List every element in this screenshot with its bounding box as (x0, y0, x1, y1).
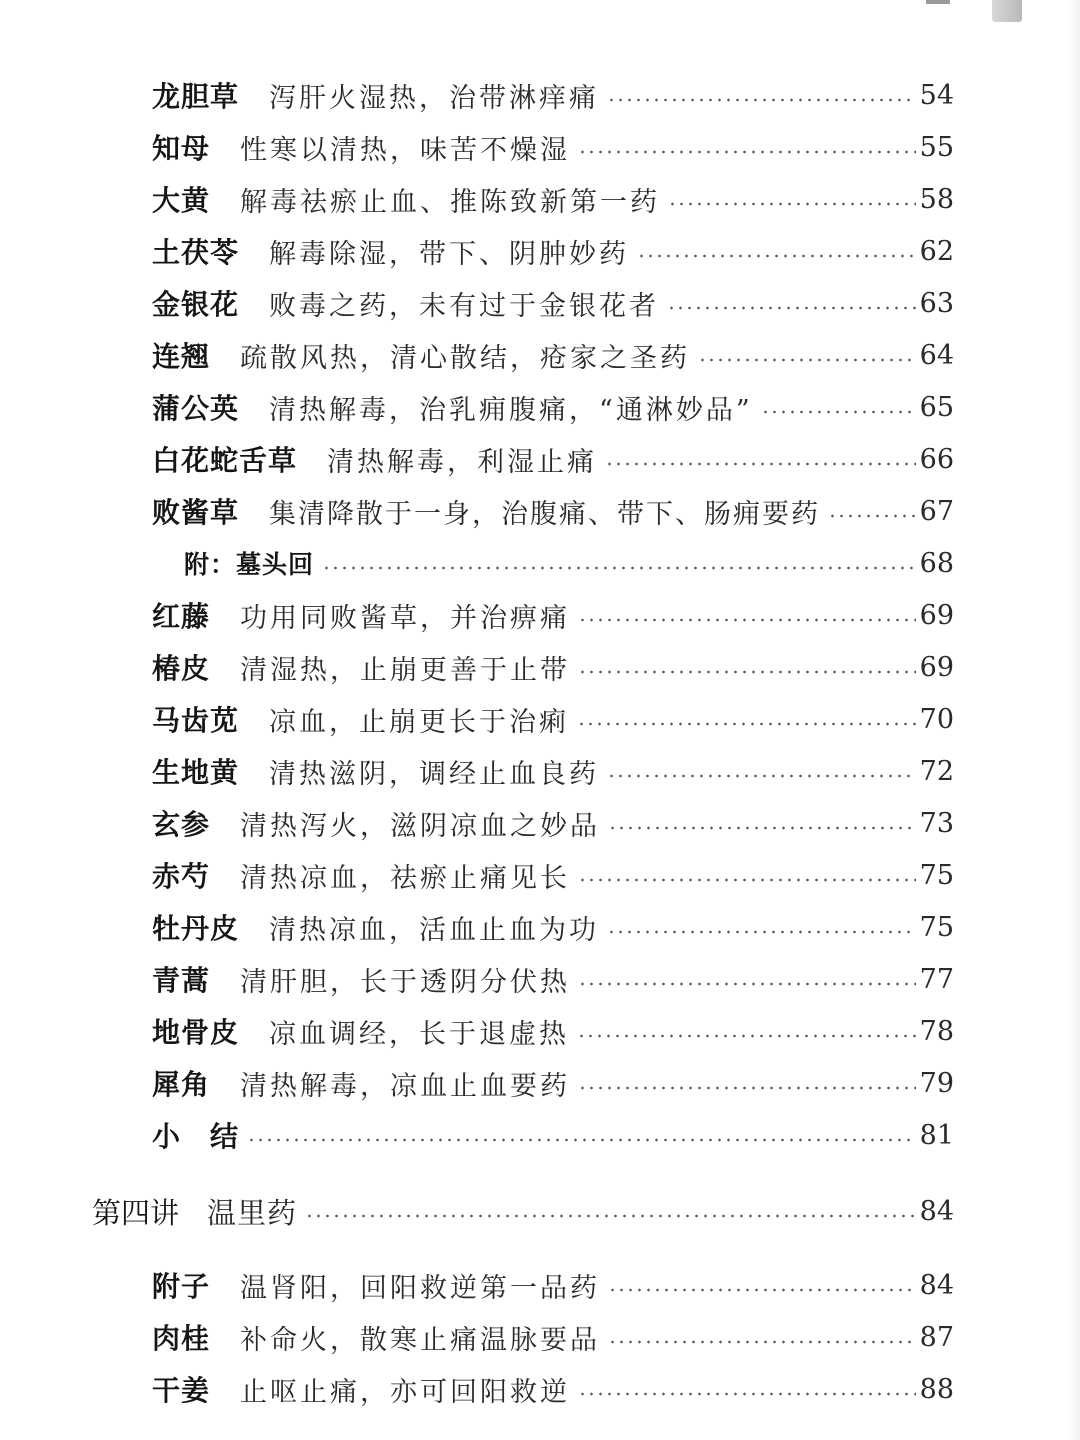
herb-description: 清热解毒，利湿止痛 (327, 446, 598, 478)
herb-name: 玄参 (152, 808, 211, 841)
herb-description: 补命火，散寒止痛温脉要品 (240, 1324, 601, 1356)
page-number: 75 (919, 911, 954, 943)
toc-entry[interactable] (0, 1312, 1080, 1362)
toc-entry[interactable] (0, 590, 1080, 640)
herb-description: 功用同败酱草，并治痹痛 (240, 602, 571, 634)
page-number: 69 (919, 651, 954, 683)
header-rule-fragment (926, 0, 950, 4)
herb-name: 大黄 (152, 184, 211, 217)
toc-entry[interactable] (0, 850, 1080, 900)
toc-entry[interactable] (0, 278, 1080, 328)
page-number: 73 (919, 807, 954, 839)
herb-name: 连翘 (152, 340, 211, 373)
dot-leader (578, 618, 916, 622)
dot-leader (578, 878, 916, 882)
page-number: 84 (919, 1269, 954, 1301)
page-number: 54 (919, 79, 954, 111)
herb-description: 凉血，止崩更长于治痢 (269, 706, 570, 738)
herb-description: 凉血调经，长于退虚热 (269, 1018, 570, 1050)
toc-entry[interactable] (0, 1260, 1080, 1310)
herb-description: 清热凉血，活血止血为功 (269, 914, 600, 946)
dot-leader (322, 566, 916, 570)
herb-description: 止呕止痛，亦可回阳救逆 (240, 1376, 571, 1408)
dot-leader (578, 670, 916, 674)
herb-name: 干姜 (152, 1374, 211, 1407)
page-number: 62 (919, 235, 954, 267)
toc-entry[interactable] (0, 382, 1080, 432)
dot-leader (761, 410, 916, 414)
herb-name: 金银花 (152, 288, 240, 321)
herb-description: 清热泻火，滋阴凉血之妙品 (240, 810, 601, 842)
herb-name: 红藤 (152, 600, 211, 633)
dot-leader (608, 1288, 916, 1292)
herb-description: 集清降散于一身，治腹痛、带下、肠痈要药 (269, 498, 821, 530)
dot-leader (698, 358, 916, 362)
dot-leader (668, 202, 916, 206)
herb-name: 白花蛇舌草 (152, 444, 298, 477)
dot-leader (577, 1034, 916, 1038)
page-number: 67 (919, 495, 954, 527)
toc-entry[interactable] (0, 1058, 1080, 1108)
page-number: 88 (919, 1373, 954, 1405)
dot-leader (608, 1340, 916, 1344)
page-number: 84 (919, 1195, 954, 1227)
herb-name: 附：墓头回 (184, 550, 315, 579)
herb-description: 疏散风热，清心散结，疮家之圣药 (240, 342, 691, 374)
herb-name: 知母 (152, 132, 211, 165)
herb-description: 清热滋阴，调经止血良药 (269, 758, 600, 790)
dot-leader (608, 826, 916, 830)
herb-description: 败毒之药，未有过于金银花者 (269, 290, 660, 322)
dot-leader (578, 1086, 916, 1090)
toc-entry[interactable] (0, 954, 1080, 1004)
toc-entry[interactable] (0, 902, 1080, 952)
dot-leader (605, 462, 916, 466)
herb-name: 青蒿 (152, 964, 211, 997)
dot-leader (637, 254, 916, 258)
herb-description: 清热解毒，凉血止血要药 (240, 1070, 571, 1102)
herb-name: 蒲公英 (152, 392, 240, 425)
page-number: 87 (919, 1321, 954, 1353)
herb-name: 土茯苓 (152, 236, 240, 269)
page-number: 58 (919, 183, 954, 215)
herb-description: 解毒除湿，带下、阴肿妙药 (269, 238, 630, 270)
herb-name: 马齿苋 (152, 704, 240, 737)
dot-leader (607, 774, 916, 778)
herb-description: 清热解毒，治乳痈腹痛，“通淋妙品” (269, 394, 753, 426)
herb-description: 清肝胆，长于透阴分伏热 (240, 966, 571, 998)
page-number: 65 (919, 391, 954, 423)
toc-entry[interactable] (0, 798, 1080, 848)
page-number: 79 (919, 1067, 954, 1099)
page-number: 78 (919, 1015, 954, 1047)
herb-description: 清湿热，止崩更善于止带 (240, 654, 571, 686)
toc-chapter-entry[interactable] (0, 1186, 1080, 1236)
page-number: 64 (919, 339, 954, 371)
dot-leader (578, 1392, 916, 1396)
toc-entry[interactable] (0, 122, 1080, 172)
toc-entry[interactable] (0, 746, 1080, 796)
dot-leader (607, 98, 916, 102)
toc-entry[interactable] (0, 226, 1080, 276)
chapter-number: 第四讲 (92, 1195, 180, 1230)
page-number: 75 (919, 859, 954, 891)
herb-name: 地骨皮 (152, 1016, 240, 1049)
herb-name: 赤芍 (152, 860, 211, 893)
herb-name: 牡丹皮 (152, 912, 240, 945)
toc-entry[interactable] (0, 434, 1080, 484)
herb-name: 附子 (152, 1270, 211, 1303)
herb-description: 泻肝火湿热，治带淋痒痛 (269, 82, 600, 114)
page-number: 66 (919, 443, 954, 475)
dot-leader (828, 514, 916, 518)
page-number: 77 (919, 963, 954, 995)
dot-leader (578, 982, 916, 986)
toc-entry[interactable] (0, 1006, 1080, 1056)
toc-entry[interactable] (0, 330, 1080, 380)
herb-description: 性寒以清热，味苦不燥湿 (240, 134, 571, 166)
chapter-title: 温里药 (207, 1195, 298, 1230)
toc-entry[interactable] (0, 486, 1080, 536)
toc-summary-entry[interactable] (0, 1110, 1080, 1160)
herb-description: 温肾阳，回阳救逆第一品药 (240, 1272, 601, 1304)
section-summary-label: 小 结 (152, 1120, 240, 1153)
page-number: 69 (919, 599, 954, 631)
dot-leader (577, 722, 916, 726)
toc-entry[interactable] (0, 1364, 1080, 1414)
herb-name: 椿皮 (152, 652, 211, 685)
dot-leader (305, 1214, 916, 1218)
toc-entry[interactable] (0, 642, 1080, 692)
toc-entry[interactable] (0, 174, 1080, 224)
page-number: 63 (919, 287, 954, 319)
toc-entry[interactable] (0, 694, 1080, 744)
toc-sub-entry[interactable] (0, 538, 1080, 588)
toc-entry[interactable] (0, 70, 1080, 120)
herb-name: 生地黄 (152, 756, 240, 789)
page-number: 68 (919, 547, 954, 579)
herb-description: 清热凉血，祛瘀止痛见长 (240, 862, 571, 894)
herb-description: 解毒祛瘀止血、推陈致新第一药 (240, 186, 661, 218)
page-number: 70 (919, 703, 954, 735)
page-number: 55 (919, 131, 954, 163)
dot-leader (578, 150, 916, 154)
herb-name: 犀角 (152, 1068, 211, 1101)
dot-leader (667, 306, 916, 310)
dot-leader (247, 1138, 916, 1142)
herb-name: 肉桂 (152, 1322, 211, 1355)
page-number: 81 (919, 1119, 954, 1151)
herb-name: 败酱草 (152, 496, 240, 529)
page-number: 72 (919, 755, 954, 787)
page-tab-mark (992, 0, 1022, 22)
herb-name: 龙胆草 (152, 80, 240, 113)
dot-leader (607, 930, 916, 934)
